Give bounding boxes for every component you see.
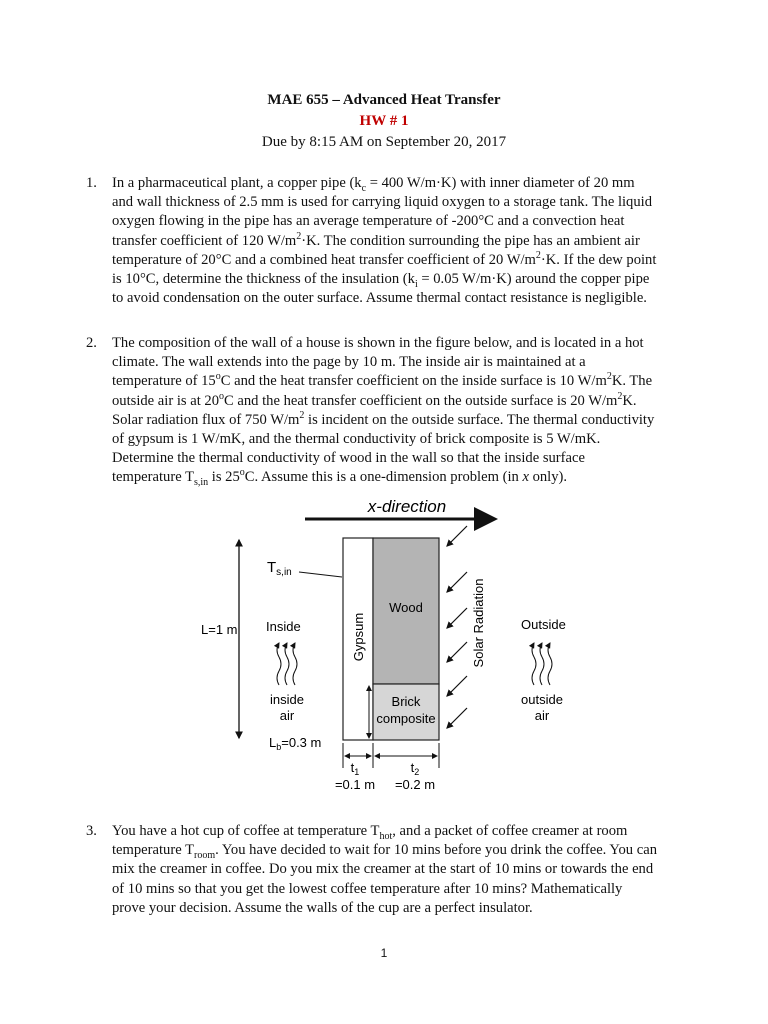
problem-text: In a pharmaceutical plant, a copper pipe ($k_c = 400$ W/m·K) with inner diameter of 20 mm and wall thickness of 2.5 mm is used for carrying liquid oxygen to a storage tank. The liquid oxygen flowing in the pipe has an average temperature of -200°C and a convection heat transfer coefficient of 120 $W/m^2\cdot K$. The condition surrounding the pipe has an ambient air temperature of 20°C and a combined heat transfer coefficient of 20 $W/m^2\cdot K$. If the dew point is 10°C, determine the thickness of the insulation ($k_i = 0.05$ W/m·K) around the copper pipe to avoid condensation on the outer surface. Assume thermal contact resistance is negligible.	[112, 175, 657, 307]
solar-radiation-label: Solar Radiation	[471, 578, 486, 668]
wall-composition-figure	[195, 490, 575, 800]
ts-in-leader	[299, 572, 342, 577]
inside-label: Inside	[266, 619, 301, 634]
problem-text: You have a hot cup of coffee at temperature $T_{hot}$, and a packet of coffee creamer at room temperature $T_{room}$. You have decided to wait for 10 mins before you drink the coffee. You can mix the creamer in coffee. Do you mix the creamer at the start of 10 mins or towards the end of 10 mins so that you get the lowest coffee temperature after 10 mins? Mathematically prove your decision. Assume the walls of the cup are a perfect insulator.	[112, 823, 658, 916]
solar-radiation-arrows	[447, 526, 467, 728]
t1-label: $t_1$	[350, 760, 360, 777]
x-direction-label: x-direction	[367, 497, 447, 516]
problem-number: 2.	[86, 335, 97, 351]
ts-in-label: $T_{s,in}$	[267, 559, 292, 578]
inside-air-arrows	[277, 643, 297, 685]
course-title: MAE 655 – Advanced Heat Transfer	[267, 92, 501, 108]
homework-number: HW # 1	[359, 113, 409, 129]
problem-1	[86, 174, 657, 308]
page-number: 1	[380, 946, 388, 960]
inside-air-label-2: air	[279, 708, 295, 723]
problem-2	[86, 334, 657, 489]
problem-3	[86, 822, 658, 918]
brick-label: Brick	[391, 694, 421, 709]
t2-label: $t_2$	[410, 760, 420, 777]
outside-air-arrows	[532, 643, 552, 685]
gypsum-label: Gypsum	[351, 612, 366, 662]
outside-air-label-2: air	[534, 708, 550, 723]
inside-air-label: inside	[270, 692, 304, 707]
height-label: L=1 m	[201, 622, 238, 637]
outside-label: Outside	[521, 617, 566, 632]
due-date: Due by 8:15 AM on September 20, 2017	[261, 134, 507, 150]
problem-text: The composition of the wall of a house is shown in the figure below, and is located in a hot climate. The wall extends into the page by 10 m. The inside air is maintained at a temperature of 15$^o$C and the heat transfer coefficient on the inside surface is 10 $W/m^2K$. The outside air is at 20$^o$C and the heat transfer coefficient on the outside surface is 20 $W/m^2K$. Solar radiation flux of 750 $W/m^2$ is incident on the outside surface. The thermal conductivity of gypsum is 1 W/mK, and the thermal conductivity of brick composite is 5 W/mK. Determine the thermal conductivity of wood in the wall so that the inside surface temperature $T_{s,in}$ is 25$^o$C. Assume this is a one-dimension problem (in x only).	[112, 335, 655, 489]
t2-value: =0.2 m	[394, 777, 436, 792]
brick-label-2: composite	[376, 711, 436, 726]
problem-number: 1.	[86, 175, 97, 191]
lb-label: $L_b=0.3$ m	[269, 735, 322, 752]
t1-value: =0.1 m	[334, 777, 376, 792]
problem-number: 3.	[86, 823, 97, 839]
outside-air-label: outside	[521, 692, 563, 707]
wood-label: Wood	[389, 600, 423, 615]
